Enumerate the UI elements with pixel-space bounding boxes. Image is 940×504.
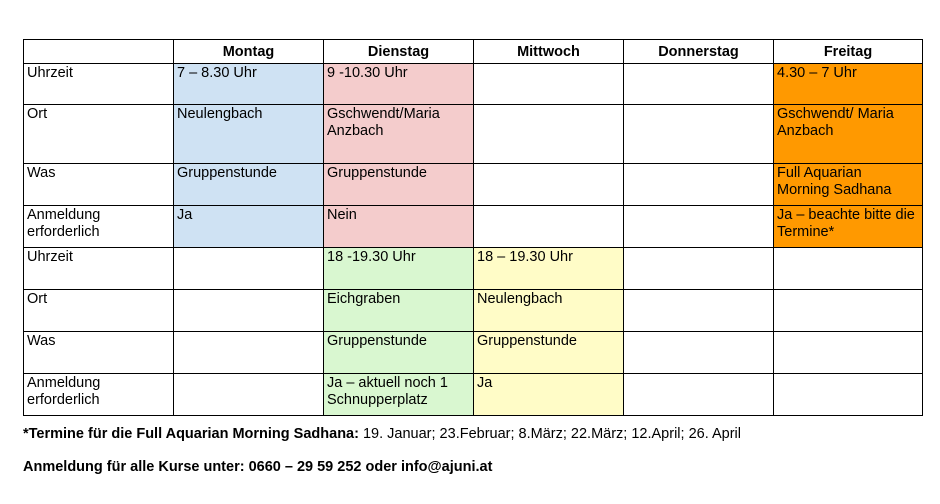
footnote-label: *Termine für die Full Aquarian Morning Sadhana: [23, 426, 359, 442]
table-cell [174, 374, 324, 416]
table-cell [174, 332, 324, 374]
table-row [24, 248, 923, 290]
table-cell: 18 -19.30 Uhr [324, 248, 474, 290]
header-freitag: Freitag [774, 40, 923, 64]
table-cell [774, 290, 923, 332]
table-row [24, 64, 923, 105]
table-cell: 4.30 – 7 Uhr [774, 64, 923, 105]
table-cell: Ja – beachte bitte die Termine* [774, 206, 923, 248]
table-cell [624, 105, 774, 164]
table-cell: Neulengbach [474, 290, 624, 332]
table-cell: Gschwendt/Maria Anzbach [324, 105, 474, 164]
contact-line: Anmeldung für alle Kurse unter: 0660 – 29 59 252 oder info@ajuni.at [23, 459, 493, 475]
table-cell [624, 206, 774, 248]
table-cell [174, 248, 324, 290]
table-cell [774, 332, 923, 374]
table-cell [624, 290, 774, 332]
table-cell: Gruppenstunde [174, 164, 324, 206]
table-cell: Neulengbach [174, 105, 324, 164]
table-cell [474, 64, 624, 105]
row-label: Was [24, 332, 174, 374]
header-mittwoch: Mittwoch [474, 40, 624, 64]
table-row [24, 206, 923, 248]
table-row [24, 374, 923, 416]
header-row [24, 40, 923, 64]
table-cell [624, 332, 774, 374]
row-label: Ort [24, 105, 174, 164]
table-cell [624, 248, 774, 290]
table-cell: Ja – aktuell noch 1 Schnupperplatz [324, 374, 474, 416]
table-cell: 18 – 19.30 Uhr [474, 248, 624, 290]
table-cell [174, 290, 324, 332]
table-cell: Ja [474, 374, 624, 416]
header-montag: Montag [174, 40, 324, 64]
footnote-dates: 19. Januar; 23.Februar; 8.März; 22.März; 12.April; 26. April [358, 426, 741, 442]
table-cell: Full Aquarian Morning Sadhana [774, 164, 923, 206]
table-cell: Gruppenstunde [324, 164, 474, 206]
table-cell [624, 374, 774, 416]
table-cell: Nein [324, 206, 474, 248]
table-cell: Eichgraben [324, 290, 474, 332]
table-cell [774, 248, 923, 290]
table-cell [774, 374, 923, 416]
table-cell: Gschwendt/ Maria Anzbach [774, 105, 923, 164]
table-row [24, 105, 923, 164]
row-label: Anmeldung erforderlich [24, 206, 174, 248]
row-label: Uhrzeit [24, 64, 174, 105]
table-cell [624, 164, 774, 206]
table-cell: Gruppenstunde [324, 332, 474, 374]
table-cell [474, 105, 624, 164]
row-label: Ort [24, 290, 174, 332]
table-cell [474, 164, 624, 206]
table-row [24, 290, 923, 332]
table-row [24, 164, 923, 206]
table-cell: Gruppenstunde [474, 332, 624, 374]
schedule-table [23, 39, 923, 416]
table-cell [624, 64, 774, 105]
row-label: Uhrzeit [24, 248, 174, 290]
table-cell [474, 206, 624, 248]
footnote [23, 426, 741, 442]
header-empty [24, 40, 174, 64]
row-label: Was [24, 164, 174, 206]
row-label: Anmeldung erforderlich [24, 374, 174, 416]
table-cell: Ja [174, 206, 324, 248]
header-dienstag: Dienstag [324, 40, 474, 64]
header-donnerstag: Donnerstag [624, 40, 774, 64]
table-cell: 9 -10.30 Uhr [324, 64, 474, 105]
table-cell: 7 – 8.30 Uhr [174, 64, 324, 105]
table-row [24, 332, 923, 374]
